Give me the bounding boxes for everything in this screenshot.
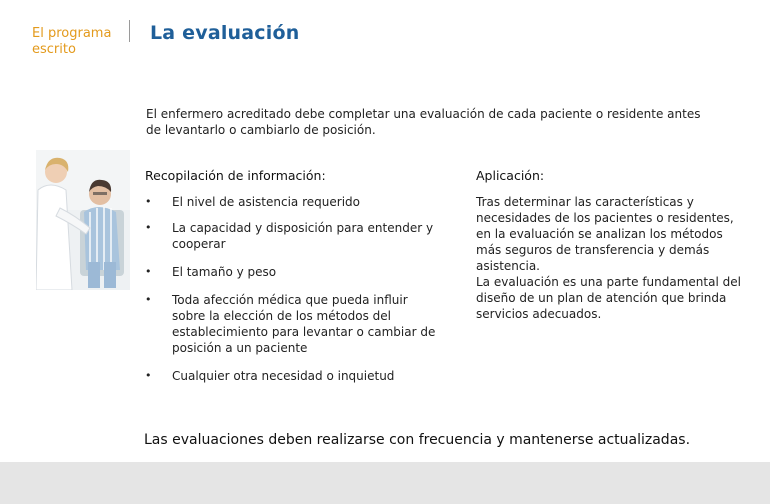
list-item-text: El tamaño y peso bbox=[172, 265, 277, 279]
bullet-marker: • bbox=[145, 293, 152, 306]
application-paragraph: La evaluación es una parte fundamental del diseño de un plan de atención que brinda servicios adecuados. bbox=[476, 275, 741, 321]
nurse-patient-photo bbox=[36, 150, 130, 290]
list-item-text: Cualquier otra necesidad o inquietud bbox=[172, 369, 395, 383]
bullet-marker: • bbox=[145, 369, 152, 382]
right-column-heading: Aplicación: bbox=[476, 168, 545, 183]
bullet-marker: • bbox=[145, 195, 152, 208]
intro-text: El enfermero acreditado debe completar una evaluación de cada paciente o residente antes de levantarlo o cambiarlo de posición. bbox=[146, 107, 701, 137]
list-item-text: Toda afección médica que pueda influir sobre la elección de los métodos del establecimiento para levantar o cambiar de posición a un paciente bbox=[172, 293, 436, 355]
bullet-marker: • bbox=[145, 221, 152, 234]
application-paragraph: Tras determinar las características y necesidades de los pacientes o residentes, en la evaluación se analizan los métodos más seguros de transferencia y demás asistencia. bbox=[476, 195, 734, 273]
bullet-marker: • bbox=[145, 265, 152, 278]
left-column-heading: Recopilación de información: bbox=[145, 168, 326, 183]
footer-bar bbox=[0, 462, 770, 504]
header-divider bbox=[129, 20, 130, 42]
closing-statement: Las evaluaciones deben realizarse con frecuencia y mantenerse actualizadas. bbox=[144, 432, 691, 448]
list-item-text: La capacidad y disposición para entender y cooperar bbox=[172, 221, 434, 251]
section-label: El programa escrito bbox=[32, 26, 112, 57]
page-title: La evaluación bbox=[150, 22, 300, 44]
list-item-text: El nivel de asistencia requerido bbox=[172, 195, 360, 209]
